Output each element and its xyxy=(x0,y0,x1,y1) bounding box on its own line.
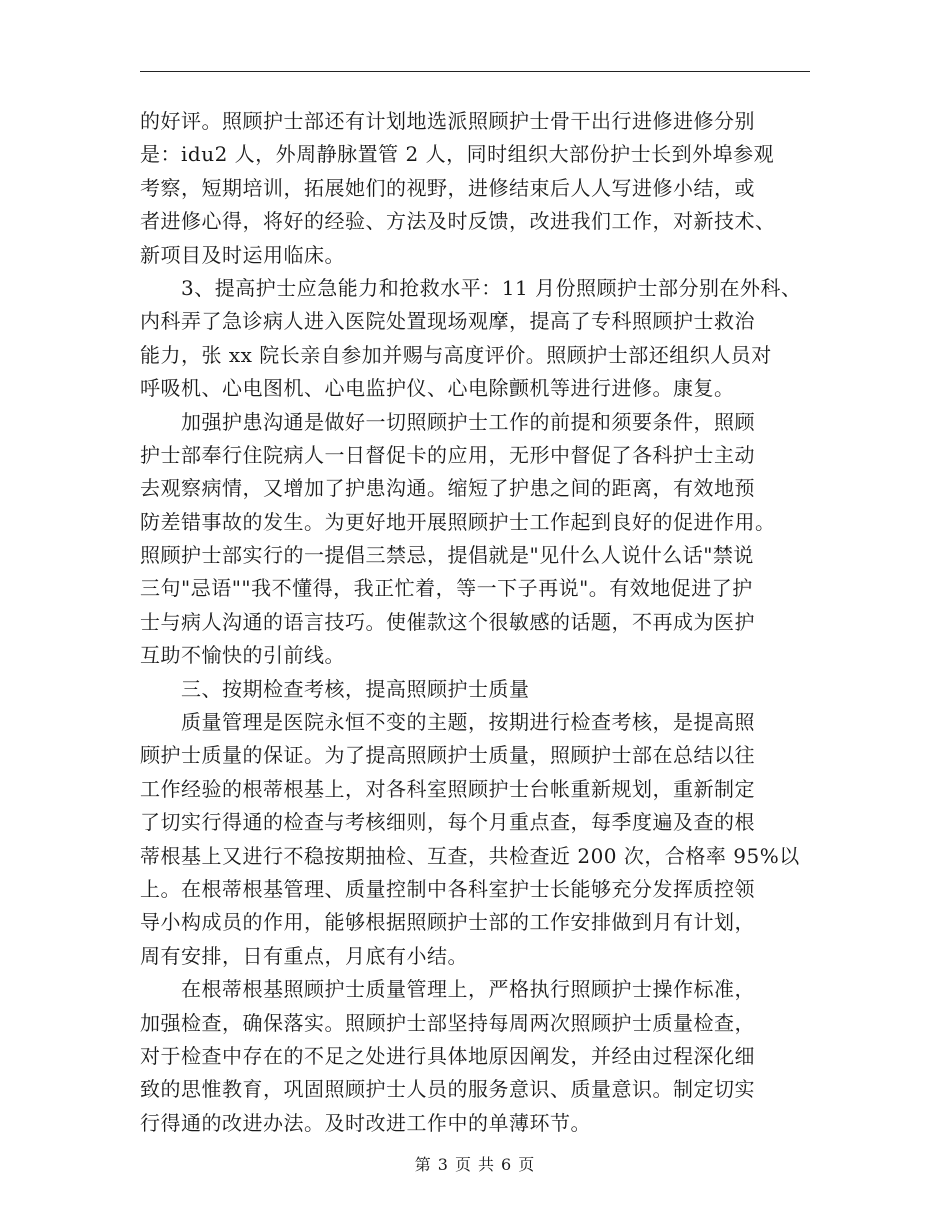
text-line: 是：idu2 人，外周静脉置管 2 人，同时组织大部份护士长到外埠参观 xyxy=(140,142,775,167)
page-footer xyxy=(0,1152,950,1175)
text-line: 呼吸机、心电图机、心电监护仪、心电除颤机等进行进修。康复。 xyxy=(140,376,735,401)
text-line: 士与病人沟通的语言技巧。使催款这个很敏感的话题，不再成为医护 xyxy=(140,609,755,634)
text-line: 护士部奉行住院病人一日督促卡的应用，无形中督促了各科护士主动 xyxy=(140,442,755,467)
page-mid: 页 xyxy=(454,1155,472,1174)
text-line: 顾护士质量的保证。为了提高照顾护士质量，照顾护士部在总结以往 xyxy=(140,743,755,768)
text-line: 上。在根蒂根基管理、质量控制中各科室护士长能够充分发挥质控领 xyxy=(140,876,755,901)
text-line: 的好评。照顾护士部还有计划地选派照顾护士骨干出行进修进修分别 xyxy=(140,109,755,133)
text-line: 周有安排，日有重点，月底有小结。 xyxy=(140,943,468,968)
body-text xyxy=(140,105,820,1140)
text-line: 防差错事故的发生。为更好地开展照顾护士工作起到良好的促进作用。 xyxy=(140,509,776,534)
text-line: 致的思惟教育，巩固照顾护士人员的服务意识、质量意识。制定切实 xyxy=(140,1077,755,1102)
text-line: 内科弄了急诊病人进入医院处置现场观摩，提高了专科照顾护士救治 xyxy=(140,309,755,334)
text-line: 去观察病情，又增加了护患沟通。缩短了护患之间的距离，有效地预 xyxy=(140,476,755,501)
text-line: 互助不愉快的引前线。 xyxy=(140,643,345,668)
text-line: 在根蒂根基照顾护士质量管理上，严格执行照顾护士操作标准， xyxy=(140,977,755,1002)
section-heading: 三、按期检查考核，提高照顾护士质量 xyxy=(140,676,530,701)
text-line: 加强护患沟通是做好一切照顾护士工作的前提和须要条件，照顾 xyxy=(140,409,755,434)
text-line: 导小构成员的作用，能够根据照顾护士部的工作安排做到月有计划， xyxy=(140,910,755,935)
text-line: 三句"忌语""我不懂得，我正忙着，等一下子再说"。有效地促进了护 xyxy=(140,576,753,601)
text-line: 对于检查中存在的不足之处进行具体地原因阐发，并经由过程深化细 xyxy=(140,1043,755,1068)
text-line: 了切实行得通的检查与考核细则，每个月重点查，每季度遍及查的根 xyxy=(140,810,755,835)
text-line: 蒂根基上又进行不稳按期抽检、互查，共检查近 200 次，合格率 95%以 xyxy=(140,843,800,868)
text-line: 能力，张 xx 院长亲自参加并赐与高度评价。照顾护士部还组织人员对 xyxy=(140,342,772,367)
current-page-number: 3 xyxy=(437,1155,449,1174)
text-line: 3、提高护士应急能力和抢救水平：11 月份照顾护士部分别在外科、 xyxy=(140,275,802,300)
total-prefix: 共 xyxy=(478,1155,496,1174)
header-rule xyxy=(140,71,810,72)
page-prefix: 第 xyxy=(414,1155,432,1174)
text-line: 工作经验的根蒂根基上，对各科室照顾护士台帐重新规划，重新制定 xyxy=(140,776,755,801)
text-line: 新项目及时运用临床。 xyxy=(140,242,345,267)
text-line: 质量管理是医院永恒不变的主题，按期进行检查考核，是提高照 xyxy=(140,710,755,735)
text-line: 者进修心得，将好的经验、方法及时反馈，改进我们工作，对新技术、 xyxy=(140,209,776,234)
text-line: 照顾护士部实行的一提倡三禁忌，提倡就是"见什么人说什么话"禁说 xyxy=(140,543,754,568)
text-line: 行得通的改进办法。及时改进工作中的单薄环节。 xyxy=(140,1110,591,1135)
text-line: 考察，短期培训，拓展她们的视野，进修结束后人人写进修小结，或 xyxy=(140,175,755,200)
text-line: 加强检查，确保落实。照顾护士部坚持每周两次照顾护士质量检查， xyxy=(140,1010,755,1035)
page-suffix: 页 xyxy=(518,1155,536,1174)
total-pages-number: 6 xyxy=(501,1155,513,1174)
